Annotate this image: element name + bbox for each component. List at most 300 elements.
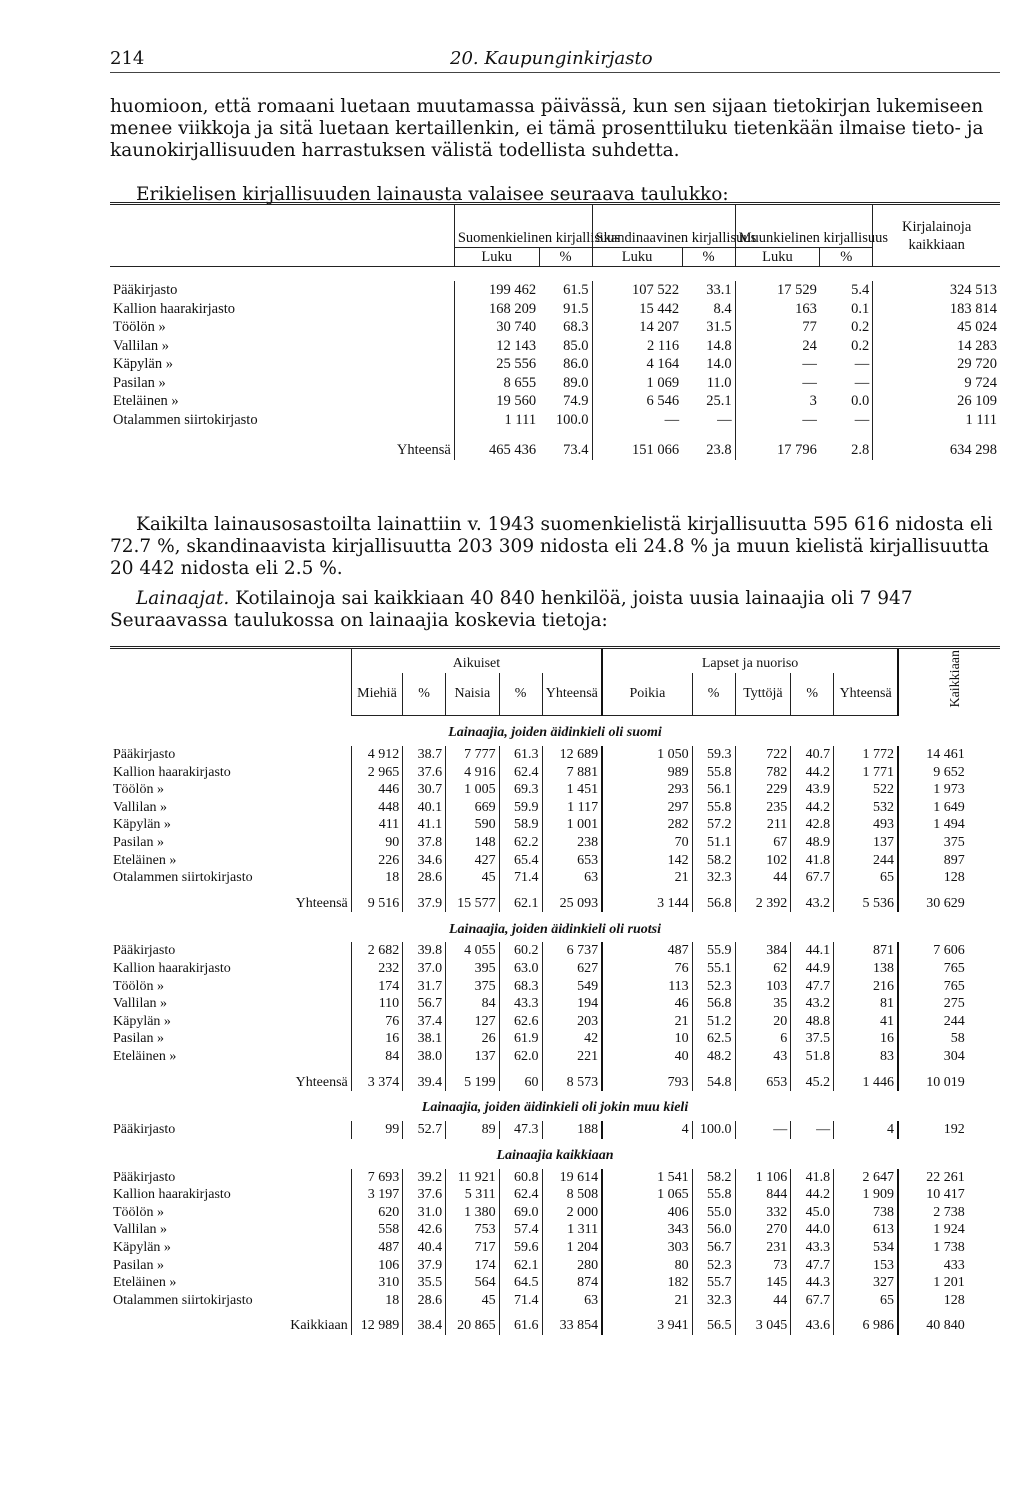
t2-cell: 71.4	[499, 869, 542, 887]
t2-cell: 1 050	[602, 746, 692, 764]
t2-cell: 38.7	[403, 746, 446, 764]
t1-cell: 15 442	[592, 300, 682, 319]
t2-cell: 60.8	[499, 1169, 542, 1187]
t2-cell: 62.5	[692, 1030, 735, 1048]
t2-total-row	[110, 1066, 1000, 1092]
row-label: Käpylän »	[113, 356, 173, 372]
t2-cell: 37.4	[403, 1013, 446, 1031]
t2-cell: 84	[351, 1048, 402, 1066]
t2-total-cell: 45.2	[791, 1066, 834, 1092]
t1-total-cell: 151 066	[592, 429, 682, 460]
t2-cell: 487	[351, 1239, 402, 1257]
t2-cell: 44.1	[791, 942, 834, 960]
t2-cell: 738	[834, 1204, 898, 1222]
t1-header-finnish: Suomenkielinen kirjallisuus	[454, 204, 592, 248]
row-label: Pääkirjasto	[113, 943, 176, 959]
t1-cell: 29 720	[873, 355, 1000, 374]
t2-cell: 42.8	[791, 816, 834, 834]
t1-header-other: Muunkielinen kirjallisuus	[735, 204, 873, 248]
t2-cell: 332	[735, 1204, 791, 1222]
t2-cell: 47.3	[499, 1121, 542, 1139]
t1-cell: 5.4	[851, 282, 870, 298]
t2-cell: 6 737	[542, 942, 602, 960]
t2-cell: 235	[735, 799, 791, 817]
t2-cell: 293	[602, 781, 692, 799]
t2-total-cell: 3 941	[602, 1309, 692, 1335]
t2-cell: 14 461	[898, 746, 968, 764]
t2-cell: 138	[834, 960, 898, 978]
t2-cell: 62	[735, 960, 791, 978]
t2-col-header: Yhteensä	[542, 673, 602, 716]
row-label: Otalammen siirtokirjasto	[113, 1292, 253, 1308]
t2-cell: 2 647	[834, 1169, 898, 1187]
t2-cell: 145	[735, 1274, 791, 1292]
t1-cell: 31.5	[706, 319, 732, 335]
t2-cell: 44.2	[791, 799, 834, 817]
intro-paragraph-2: Erikielisen kirjallisuuden lainausta valaisee seuraava taulukko:	[136, 184, 729, 205]
t2-cell: 43.2	[791, 995, 834, 1013]
row-label: Eteläinen »	[113, 852, 177, 868]
t1-total-cell: 73.4	[563, 442, 589, 458]
t2-cell: 433	[898, 1257, 968, 1275]
section-title: Lainaajia, joiden äidinkieli oli suomi	[448, 725, 662, 741]
t2-cell: 55.8	[692, 764, 735, 782]
t1-luku-1: Luku	[454, 248, 539, 267]
t2-cell: 45	[446, 869, 500, 887]
t2-cell: 26	[446, 1030, 500, 1048]
t2-cell: 81	[834, 995, 898, 1013]
t1-luku-2: Luku	[592, 248, 682, 267]
t2-cell: 37.9	[403, 1257, 446, 1275]
t2-cell: 4 055	[446, 942, 500, 960]
t2-col-header: Yhteensä	[834, 673, 898, 716]
t2-cell: 522	[834, 781, 898, 799]
t2-cell: 1 541	[602, 1169, 692, 1187]
row-label: Pasilan »	[113, 1031, 164, 1047]
row-label: Käpylän »	[113, 1240, 171, 1256]
t2-cell: 270	[735, 1221, 791, 1239]
t2-row	[110, 1274, 1000, 1292]
t2-cell: 275	[898, 995, 968, 1013]
t2-total-cell: 793	[602, 1066, 692, 1092]
t2-cell: 31.7	[403, 978, 446, 996]
t2-cell: 148	[446, 834, 500, 852]
t2-cell: 282	[602, 816, 692, 834]
t2-cell: 68.3	[499, 978, 542, 996]
t2-cell: 128	[898, 1292, 968, 1310]
t2-total-cell: 6 986	[834, 1309, 898, 1335]
row-label: Eteläinen »	[113, 1275, 177, 1291]
t2-cell: 18	[351, 869, 402, 887]
t2-total-cell: 15 577	[446, 887, 500, 913]
t2-row	[110, 1239, 1000, 1257]
t2-corner	[110, 648, 351, 716]
t1-cell: —	[735, 355, 820, 374]
t1-cell: 324 513	[873, 281, 1000, 300]
t2-cell: 100.0	[692, 1121, 735, 1139]
t2-cell: 174	[351, 978, 402, 996]
t2-total-cell: 5 199	[446, 1066, 500, 1092]
t2-total-cell: 30 629	[898, 887, 968, 913]
t2-cell: 1 494	[898, 816, 968, 834]
t2-cell: 76	[602, 960, 692, 978]
t2-cell: 1 201	[898, 1274, 968, 1292]
t2-cell: 1 005	[446, 781, 500, 799]
t2-cell: 244	[898, 1013, 968, 1031]
t2-cell: 40	[602, 1048, 692, 1066]
t2-row	[110, 1030, 1000, 1048]
t2-cell: 226	[351, 852, 402, 870]
total-label: Kaikkiaan	[290, 1318, 348, 1334]
row-label: Pääkirjasto	[113, 282, 178, 298]
t2-cell: 1 738	[898, 1239, 968, 1257]
t2-cell: 52.7	[403, 1121, 446, 1139]
t1-row	[110, 411, 1000, 430]
t1-pct-2: %	[682, 248, 735, 267]
t2-total-cell: 10 019	[898, 1066, 968, 1092]
t1-row	[110, 374, 1000, 393]
t2-row	[110, 1013, 1000, 1031]
t1-total-row	[110, 429, 1000, 460]
t2-cell: 427	[446, 852, 500, 870]
t2-cell: 5 311	[446, 1186, 500, 1204]
t1-cell: —	[854, 374, 870, 391]
t2-cell: 45.0	[791, 1204, 834, 1222]
t2-cell: 7 606	[898, 942, 968, 960]
borrowers-text: Kotilainoja sai kaikkiaan 40 840 henkilöä, joista uusia lainaajia oli 7 947	[235, 588, 913, 609]
t2-total-cell: 62.1	[499, 887, 542, 913]
t2-row	[110, 942, 1000, 960]
row-label: Töölön »	[113, 782, 164, 798]
t2-cell: 989	[602, 764, 692, 782]
t1-cell: 0.2	[851, 319, 870, 335]
t2-cell: 52.3	[692, 978, 735, 996]
t2-cell: 44.3	[791, 1274, 834, 1292]
t2-cell: 1 106	[735, 1169, 791, 1187]
row-label: Pääkirjasto	[113, 747, 176, 762]
t2-cell: 39.8	[403, 942, 446, 960]
t1-total-cell: 23.8	[706, 442, 732, 458]
t2-cell: 7 693	[351, 1169, 402, 1187]
t2-cell: 44.2	[791, 1186, 834, 1204]
row-label: Eteläinen »	[113, 393, 179, 409]
t2-cell: 487	[602, 942, 692, 960]
t2-cell: 280	[542, 1257, 602, 1275]
t2-cell: 43.3	[791, 1239, 834, 1257]
t2-col-header: Miehiä	[351, 673, 402, 716]
t2-cell: 58.2	[692, 852, 735, 870]
t2-cell: 37.6	[403, 1186, 446, 1204]
t2-cell: 192	[898, 1121, 968, 1139]
t2-header-adults: Aikuiset	[351, 648, 602, 674]
t2-cell: 871	[834, 942, 898, 960]
t2-cell: 753	[446, 1221, 500, 1239]
row-label: Pääkirjasto	[113, 1169, 176, 1185]
t2-cell: 1 909	[834, 1186, 898, 1204]
t1-cell: 11.0	[706, 374, 732, 391]
t1-cell: 14.0	[706, 356, 732, 372]
t2-cell: 44.2	[791, 764, 834, 782]
t2-cell: 41.1	[403, 816, 446, 834]
total-label: Yhteensä	[295, 895, 348, 911]
t2-cell: 188	[542, 1121, 602, 1139]
t2-total-cell: 39.4	[403, 1066, 446, 1092]
t2-total-cell: 3 144	[602, 887, 692, 913]
t2-cell: 21	[602, 1013, 692, 1031]
t1-cell: —	[854, 356, 870, 372]
section-title-row	[110, 716, 1000, 747]
t1-cell: 168 209	[454, 300, 539, 319]
t1-pct-1: %	[539, 248, 592, 267]
t1-cell: 14.8	[706, 337, 732, 354]
t2-cell: 4 916	[446, 764, 500, 782]
t2-cell: 549	[542, 978, 602, 996]
row-label: Vallilan »	[113, 337, 169, 354]
t2-cell: 558	[351, 1221, 402, 1239]
t1-cell: 86.0	[563, 356, 589, 372]
t2-cell: 897	[898, 852, 968, 870]
t2-cell: 110	[351, 995, 402, 1013]
t2-cell: 41.8	[791, 1169, 834, 1187]
t2-cell: 375	[446, 978, 500, 996]
page-number: 214	[110, 48, 145, 69]
t2-cell: 34.6	[403, 852, 446, 870]
t2-cell: 55.8	[692, 1186, 735, 1204]
t2-cell: 113	[602, 978, 692, 996]
t1-cell: —	[735, 374, 820, 393]
t1-cell: 24	[735, 337, 820, 356]
t1-total-cell: 634 298	[873, 429, 1000, 460]
t1-cell: 30 740	[454, 318, 539, 337]
t2-cell: 534	[834, 1239, 898, 1257]
t2-cell: 62.4	[499, 764, 542, 782]
t2-cell: 40.1	[403, 799, 446, 817]
t2-col-header: %	[692, 673, 735, 716]
t2-cell: 39.2	[403, 1169, 446, 1187]
running-title: 20. Kaupunginkirjasto	[450, 48, 653, 69]
t2-cell: 1 973	[898, 781, 968, 799]
t2-cell: 2 738	[898, 1204, 968, 1222]
t1-row	[110, 355, 1000, 374]
t2-cell: 37.5	[791, 1030, 834, 1048]
t2-cell: 56.7	[692, 1239, 735, 1257]
t2-total-cell: 12 989	[351, 1309, 402, 1335]
t2-cell: 21	[602, 869, 692, 887]
t2-cell: 31.0	[403, 1204, 446, 1222]
t1-row	[110, 281, 1000, 300]
t2-cell: 56.0	[692, 1221, 735, 1239]
t2-row	[110, 869, 1000, 887]
t2-cell: 102	[735, 852, 791, 870]
t1-cell: 26 109	[873, 392, 1000, 411]
t2-row	[110, 1048, 1000, 1066]
t2-row	[110, 978, 1000, 996]
t2-col-header: Poikia	[602, 673, 692, 716]
t2-cell: 62.4	[499, 1186, 542, 1204]
t2-cell: 127	[446, 1013, 500, 1031]
t1-pct-3: %	[820, 248, 873, 267]
row-label: Otalammen siirtokirjasto	[113, 870, 253, 886]
t2-cell: 22 261	[898, 1169, 968, 1187]
t2-cell: 46	[602, 995, 692, 1013]
t2-cell: 722	[735, 746, 791, 764]
t2-cell: 32.3	[692, 1292, 735, 1310]
t2-cell: 4 912	[351, 746, 402, 764]
t2-row	[110, 1204, 1000, 1222]
page-header	[110, 48, 1000, 73]
row-label: Kallion haarakirjasto	[113, 1187, 231, 1203]
t2-cell: 58	[898, 1030, 968, 1048]
row-label: Eteläinen »	[113, 1048, 177, 1064]
row-label: Kallion haarakirjasto	[113, 764, 231, 780]
row-label: Vallilan »	[113, 996, 168, 1012]
t2-total-cell: 37.9	[403, 887, 446, 913]
t1-cell: 199 462	[454, 281, 539, 300]
t2-cell: 51.2	[692, 1013, 735, 1031]
t2-cell: 620	[351, 1204, 402, 1222]
row-label: Kallion haarakirjasto	[113, 960, 231, 976]
t2-cell: 62.1	[499, 1257, 542, 1275]
t2-cell: 71.4	[499, 1292, 542, 1310]
t1-cell: 1 111	[454, 411, 539, 430]
t2-cell: 83	[834, 1048, 898, 1066]
t2-cell: 194	[542, 995, 602, 1013]
section-title: Lainaajia kaikkiaan	[496, 1147, 614, 1163]
t2-cell: 211	[735, 816, 791, 834]
t2-cell: 40.7	[791, 746, 834, 764]
t2-cell: 43	[735, 1048, 791, 1066]
t2-cell: 35	[735, 995, 791, 1013]
t2-cell: 56.7	[403, 995, 446, 1013]
t2-cell: 47.7	[791, 978, 834, 996]
borrowers-table	[110, 646, 1000, 1335]
t2-total-cell: 8 573	[542, 1066, 602, 1092]
row-label: Pasilan »	[113, 834, 164, 850]
t2-cell: 765	[898, 978, 968, 996]
t1-cell: 91.5	[563, 300, 589, 317]
t2-cell: 232	[351, 960, 402, 978]
t2-cell: 63.0	[499, 960, 542, 978]
t2-cell: 64.5	[499, 1274, 542, 1292]
t2-row	[110, 799, 1000, 817]
t2-cell: 61.3	[499, 746, 542, 764]
t2-cell: 90	[351, 834, 402, 852]
t2-cell: 564	[446, 1274, 500, 1292]
t2-cell: 67.7	[791, 1292, 834, 1310]
t1-cell: 6 546	[592, 392, 682, 411]
t2-cell: 653	[542, 852, 602, 870]
t2-cell: 532	[834, 799, 898, 817]
t2-cell: 55.9	[692, 942, 735, 960]
t2-cell: 57.4	[499, 1221, 542, 1239]
t1-corner	[110, 204, 454, 267]
t2-cell: 297	[602, 799, 692, 817]
t1-header-total: Kirjalainoja kaikkiaan	[873, 204, 1000, 267]
t2-cell: 310	[351, 1274, 402, 1292]
t2-cell: 44	[735, 869, 791, 887]
row-label: Pasilan »	[113, 374, 166, 391]
t2-cell: 406	[602, 1204, 692, 1222]
t2-total-cell: 38.4	[403, 1309, 446, 1335]
t2-cell: 45	[446, 1292, 500, 1310]
t2-cell: 89	[446, 1121, 500, 1139]
t2-cell: 7 777	[446, 746, 500, 764]
t2-cell: 1 771	[834, 764, 898, 782]
t2-cell: 69.0	[499, 1204, 542, 1222]
row-label: Töölön »	[113, 1204, 164, 1220]
row-label: Töölön »	[113, 319, 166, 335]
t2-total-cell: 25 093	[542, 887, 602, 913]
t2-cell: 37.6	[403, 764, 446, 782]
t2-row	[110, 816, 1000, 834]
t2-cell: 1 311	[542, 1221, 602, 1239]
borrowers-label: Lainaajat.	[136, 588, 230, 609]
t1-cell: 2 116	[592, 337, 682, 356]
t2-cell: 62.0	[499, 1048, 542, 1066]
t2-cell: 11 921	[446, 1169, 500, 1187]
t2-row	[110, 1186, 1000, 1204]
t2-cell: 1 204	[542, 1239, 602, 1257]
t2-cell: 874	[542, 1274, 602, 1292]
t2-cell: 55.7	[692, 1274, 735, 1292]
t2-cell: 6	[735, 1030, 791, 1048]
t2-cell: 51.8	[791, 1048, 834, 1066]
t2-cell: 43.3	[499, 995, 542, 1013]
t2-cell: 2 682	[351, 942, 402, 960]
row-label: Otalammen siirtokirjasto	[113, 411, 258, 428]
t1-cell: 25.1	[706, 393, 732, 409]
t2-cell: 30.7	[403, 781, 446, 799]
section-title-row	[110, 1091, 1000, 1121]
t2-row	[110, 1121, 1000, 1139]
t2-cell: 65.4	[499, 852, 542, 870]
t2-cell: 42	[542, 1030, 602, 1048]
t2-total-cell: 2 392	[735, 887, 791, 913]
t2-cell: 16	[351, 1030, 402, 1048]
t2-cell: 21	[602, 1292, 692, 1310]
t2-cell: 59.6	[499, 1239, 542, 1257]
t1-cell: —	[735, 411, 820, 430]
t2-cell: 375	[898, 834, 968, 852]
t2-col-header: Tyttöjä	[735, 673, 791, 716]
t1-cell: 4 164	[592, 355, 682, 374]
t2-row	[110, 781, 1000, 799]
t2-total-cell: 43.2	[791, 887, 834, 913]
t2-cell: 1 001	[542, 816, 602, 834]
t2-cell: 182	[602, 1274, 692, 1292]
t2-cell: 304	[898, 1048, 968, 1066]
t2-row	[110, 1257, 1000, 1275]
section-title-row	[110, 912, 1000, 942]
t1-cell: 9 724	[873, 374, 1000, 393]
t2-cell: 765	[898, 960, 968, 978]
t1-cell: 0.1	[851, 300, 870, 317]
t2-cell: 58.9	[499, 816, 542, 834]
t2-total-cell: 20 865	[446, 1309, 500, 1335]
t2-cell: 106	[351, 1257, 402, 1275]
t2-row	[110, 1292, 1000, 1310]
t2-row	[110, 852, 1000, 870]
t2-col-header: %	[499, 673, 542, 716]
t1-cell: —	[592, 411, 682, 430]
t2-cell: 844	[735, 1186, 791, 1204]
t1-cell: 33.1	[706, 282, 732, 298]
t2-cell: 1 380	[446, 1204, 500, 1222]
t2-cell: 1 924	[898, 1221, 968, 1239]
t2-total-row	[110, 1309, 1000, 1335]
t1-cell: 68.3	[563, 319, 589, 335]
t2-total-cell: 5 536	[834, 887, 898, 913]
